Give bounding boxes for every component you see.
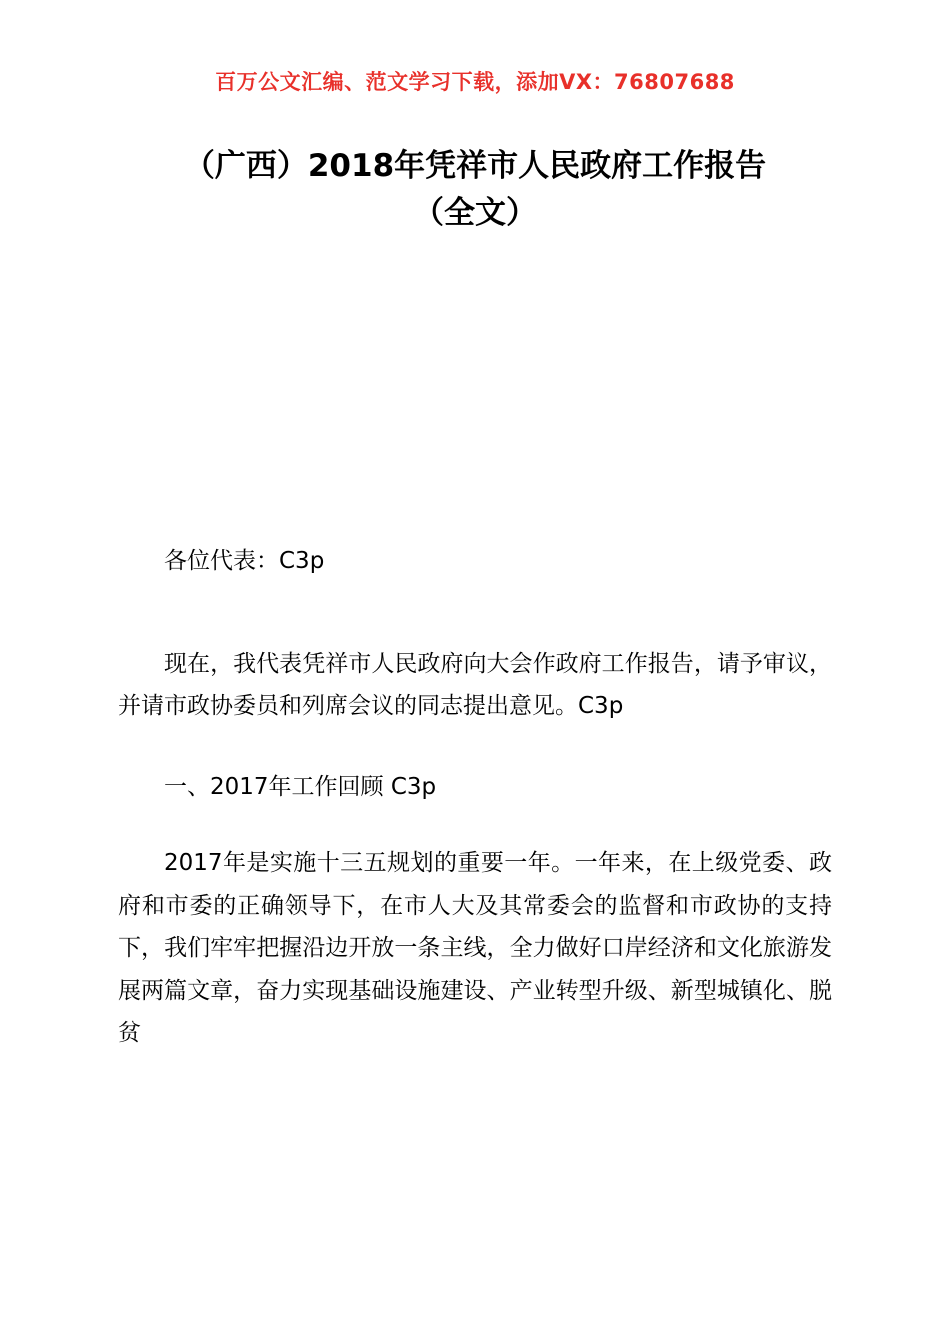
section-heading-2017-review: 一、2017年工作回顾 C3p bbox=[164, 773, 437, 800]
page-title bbox=[118, 143, 832, 236]
page-title-line-2: （全文） bbox=[413, 194, 537, 231]
paragraph-intro: 现在，我代表凭祥市人民政府向大会作政府工作报告，请予审议，并请市政协委员和列席会议的同志提出意见。C3p bbox=[118, 650, 832, 720]
watermark-promo-text: 百万公文汇编、范文学习下载，添加VX：76807688 bbox=[215, 70, 735, 94]
paragraph-salutation: 各位代表：C3p bbox=[164, 548, 325, 574]
paragraph-body-1: 2017年是实施十三五规划的重要一年。一年来，在上级党委、政府和市委的正确领导下，在市人大及其常委会的监督和市政协的支持下，我们牢牢把握沿边开放一条主线，全力做好口岸经济和文化旅游发展两篇文章，奋力实现基础设施建设、产业转型升级、新型城镇化、脱贫 bbox=[118, 850, 832, 1047]
paragraph-spacer bbox=[118, 621, 832, 643]
document-body bbox=[118, 540, 832, 1093]
page-title-line-1: （广西）2018年凭祥市人民政府工作报告 bbox=[183, 148, 767, 184]
